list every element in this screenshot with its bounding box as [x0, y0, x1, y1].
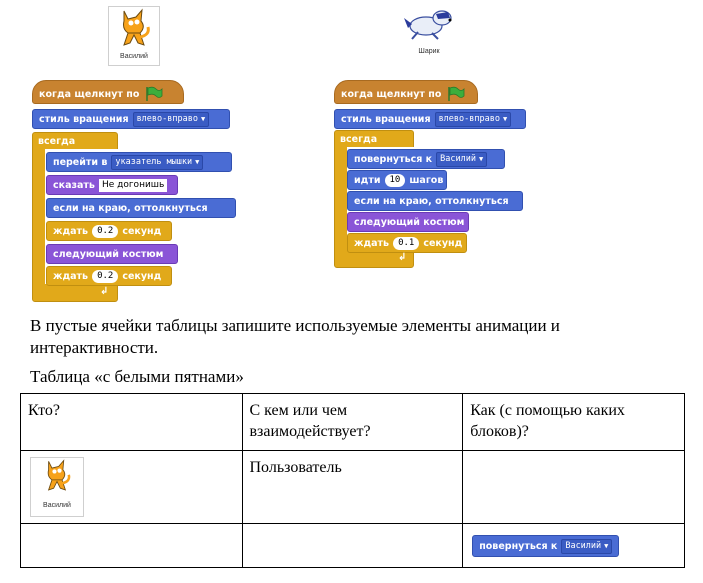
block-label: ждать	[53, 270, 89, 282]
move-steps-block[interactable]	[347, 170, 447, 190]
loop-arrow-icon: ↲	[100, 286, 109, 297]
block-label: если на краю, оттолкнуться	[354, 195, 509, 207]
script-right	[334, 80, 534, 270]
point-towards-block[interactable]	[347, 149, 505, 169]
header-with-whom: С кем или чем взаимодействует?	[242, 394, 463, 451]
header-how: Как (с помощью каких блоков)?	[463, 394, 685, 451]
block-label: следующий костюм	[354, 216, 465, 228]
wait-block[interactable]	[46, 266, 172, 286]
point-towards-block	[472, 535, 619, 557]
sprite-vasily-thumb	[30, 457, 84, 517]
block-label: секунд	[423, 237, 463, 249]
cell-who[interactable]	[21, 524, 243, 568]
chevron-down-icon: ▼	[200, 114, 206, 123]
block-label: шагов	[409, 174, 444, 186]
steps-input[interactable]: 10	[385, 174, 406, 187]
bounce-block[interactable]	[347, 191, 523, 211]
table-row	[21, 451, 685, 524]
block-label: повернуться к	[479, 540, 558, 552]
block-label: стиль вращения	[341, 113, 431, 125]
sprite-name: Василий	[43, 502, 71, 509]
block-label: ждать	[53, 225, 89, 237]
block-label: всегда	[38, 135, 76, 147]
wait-seconds-input[interactable]: 0.2	[92, 225, 118, 238]
cell-who	[21, 451, 243, 524]
cell-with-whom[interactable]	[242, 524, 463, 568]
sprite-name: Василий	[120, 53, 148, 60]
loop-arrow-icon: ↲	[398, 252, 407, 263]
point-target-dropdown[interactable]: Василий ▼	[436, 152, 487, 167]
wait-seconds-input[interactable]: 0.2	[92, 270, 118, 283]
forever-label-bar	[32, 132, 118, 150]
chevron-down-icon: ▼	[502, 114, 508, 123]
goto-block[interactable]	[46, 152, 232, 172]
rotation-style-dropdown[interactable]: влево-вправо ▼	[435, 112, 512, 127]
cell-how[interactable]	[463, 451, 685, 524]
dog-icon	[398, 6, 460, 42]
table-header-row	[21, 394, 685, 451]
next-costume-block[interactable]	[46, 244, 178, 264]
green-flag-icon	[447, 86, 465, 102]
sprite-name: Шарик	[418, 48, 440, 55]
block-label: если на краю, оттолкнуться	[53, 202, 208, 214]
say-text-input[interactable]: Не догонишь	[99, 179, 167, 192]
wait-block[interactable]	[46, 221, 172, 241]
sprite-sharik[interactable]	[398, 6, 460, 55]
next-costume-block[interactable]	[347, 212, 469, 232]
block-label: следующий костюм	[53, 248, 164, 260]
cell-how	[463, 524, 685, 568]
when-flag-clicked-block[interactable]	[334, 80, 478, 104]
block-label: секунд	[122, 225, 162, 237]
rotation-style-dropdown[interactable]: влево-вправо ▼	[133, 112, 210, 127]
block-label: стиль вращения	[39, 113, 129, 125]
block-label: когда щелкнут по	[39, 88, 140, 100]
cat-icon	[39, 458, 75, 495]
cell-with-whom[interactable]: Пользователь	[242, 451, 463, 524]
table-row	[21, 524, 685, 568]
block-label: секунд	[122, 270, 162, 282]
chevron-down-icon: ▼	[604, 541, 609, 550]
goto-target-dropdown[interactable]: указатель мышки ▼	[111, 155, 203, 170]
sprite-thumbnail	[108, 6, 160, 66]
header-who: Кто?	[21, 394, 243, 451]
block-label: всегда	[340, 133, 378, 145]
block-label: когда щелкнут по	[341, 88, 442, 100]
block-label: повернуться к	[354, 153, 433, 165]
when-flag-clicked-block[interactable]	[32, 80, 184, 104]
block-label: перейти в	[53, 156, 108, 168]
forever-label-bar	[334, 130, 414, 148]
bounce-block[interactable]	[46, 198, 236, 218]
block-label: сказать	[53, 179, 95, 191]
script-left	[32, 80, 252, 305]
sprite-vasily[interactable]	[108, 6, 160, 66]
block-label: идти	[354, 174, 381, 186]
animation-table	[20, 393, 685, 568]
point-target-dropdown: Василий ▼	[561, 539, 612, 554]
chevron-down-icon: ▼	[195, 157, 200, 166]
rotation-style-block[interactable]	[334, 109, 526, 129]
block-label: ждать	[354, 237, 390, 249]
green-flag-icon	[145, 86, 163, 102]
wait-block[interactable]	[347, 233, 467, 253]
instruction-text: В пустые ячейки таблицы запишите используемые элементы анимации и интерактивности.	[30, 316, 560, 357]
say-block[interactable]	[46, 175, 178, 195]
cat-icon	[114, 7, 154, 51]
rotation-style-block[interactable]	[32, 109, 230, 129]
table-caption: Таблица «с белыми пятнами»	[30, 367, 244, 386]
wait-seconds-input[interactable]: 0.1	[393, 237, 419, 250]
chevron-down-icon: ▼	[478, 154, 484, 163]
